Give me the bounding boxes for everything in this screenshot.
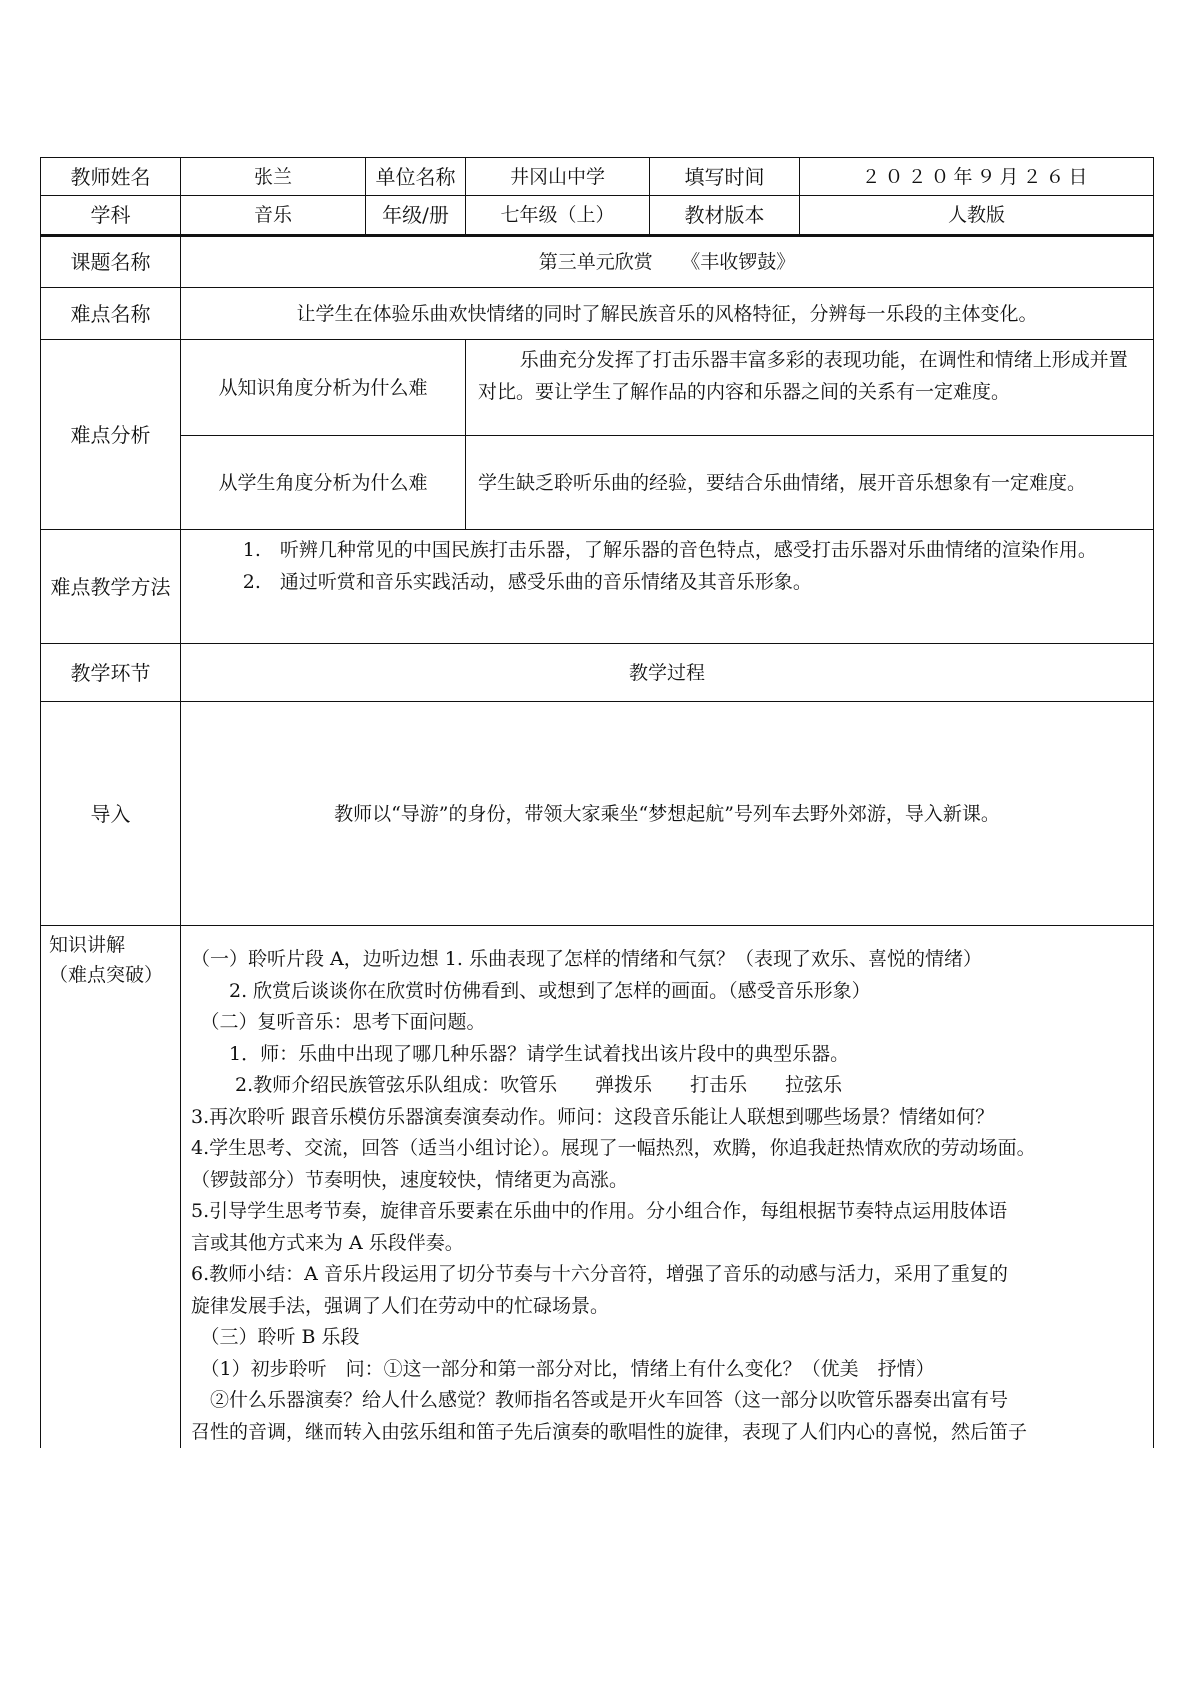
header-row-2 [41,196,1154,236]
method-item: 2. 通过听赏和音乐实践活动，感受乐曲的音乐情绪及其音乐形象。 [242,571,812,593]
subject-label: 学科 [41,196,181,236]
subject-value: 音乐 [181,196,366,236]
knowledge-line: （三）聆听 B 乐段 [191,1326,360,1348]
fill-time-label: 填写时间 [650,158,800,196]
analysis-knowledge-row [41,340,1154,436]
knowledge-line: ②什么乐器演奏？给人什么感觉？教师指名答或是开火车回答（这一部分以吹管乐器奏出富有号 [191,1389,1009,1411]
method-row [41,530,1154,644]
difficulty-row [41,288,1154,340]
grade-label: 年级/册 [366,196,466,236]
knowledge-line: 2.教师介绍民族管弦乐队组成：吹管乐 弹拨乐 打击乐 拉弦乐 [191,1074,843,1096]
method-content [181,530,1154,644]
analysis-student-row [41,436,1154,530]
knowledge-line: （锣鼓部分）节奏明快，速度较快，情绪更为高涨。 [191,1168,629,1191]
grade-value: 七年级（上） [466,196,650,236]
knowledge-lines [181,926,1153,1448]
difficulty-label: 难点名称 [41,288,181,340]
topic-row [41,236,1154,288]
knowledge-line: 旋律发展手法，强调了人们在劳动中的忙碌场景。 [191,1294,610,1317]
intro-row [41,702,1154,926]
knowledge-line: （二）复听音乐：思考下面问题。 [191,1011,486,1033]
unit-name-value: 井冈山中学 [466,158,650,196]
topic-value: 第三单元欣赏 《丰收锣鼓》 [181,236,1154,288]
unit-name-label: 单位名称 [366,158,466,196]
process-header: 教学过程 [181,644,1154,702]
knowledge-label-line2: （难点突破） [49,964,164,986]
knowledge-line: 6.教师小结：A 音乐片段运用了切分节奏与十六分音符，增强了音乐的动感与活力，采用了重复的 [191,1263,1008,1285]
analysis-student-text: 学生缺乏聆听乐曲的经验，要结合乐曲情绪，展开音乐想象有一定难度。 [466,436,1154,530]
knowledge-line: 言或其他方式来为 A 乐段伴奏。 [191,1231,464,1254]
intro-label: 导入 [41,702,181,926]
analysis-student-label: 从学生角度分析为什么难 [181,436,466,530]
analysis-label: 难点分析 [41,340,181,530]
stage-header: 教学环节 [41,644,181,702]
knowledge-line: 4.学生思考、交流，回答（适当小组讨论）。展现了一幅热烈，欢腾，你追我赶热情欢欣的劳动场面。 [191,1137,1036,1159]
lesson-plan-table [40,157,1154,1448]
knowledge-label-line1: 知识讲解 [49,934,126,956]
textbook-label: 教材版本 [650,196,800,236]
knowledge-content [181,926,1154,1449]
knowledge-line: 3.再次聆听 跟音乐模仿乐器演奏演奏动作。师问：这段音乐能让人联想到哪些场景？情绪如何？ [191,1105,995,1128]
intro-text: 教师以“导游”的身份，带领大家乘坐“梦想起航”号列车去野外郊游，导入新课。 [181,702,1154,926]
analysis-knowledge-text: 乐曲充分发挥了打击乐器丰富多彩的表现功能，在调性和情绪上形成并置对比。要让学生了解作品的内容和乐器之间的关系有一定难度。 [466,340,1154,436]
knowledge-line: 2. 欣赏后谈谈你在欣赏时仿佛看到、或想到了怎样的画面。（感受音乐形象） [191,979,871,1002]
knowledge-line: （1）初步聆听 问：①这一部分和第一部分对比，情绪上有什么变化？（优美 抒情） [191,1357,935,1380]
knowledge-label [41,926,181,1449]
fill-time-value: ２０２０年９月２６日 [800,158,1154,196]
knowledge-row [41,926,1154,1449]
process-header-row [41,644,1154,702]
textbook-value: 人教版 [800,196,1154,236]
topic-label: 课题名称 [41,236,181,288]
teacher-name-label: 教师姓名 [41,158,181,196]
method-label: 难点教学方法 [41,530,181,644]
knowledge-line: 5.引导学生思考节奏，旋律音乐要素在乐曲中的作用。分小组合作，每组根据节奏特点运用肢体语 [191,1200,1008,1222]
method-item: 1. 听辨几种常见的中国民族打击乐器，了解乐器的音色特点，感受打击乐器对乐曲情绪的渲染作用。 [242,539,1097,561]
difficulty-value: 让学生在体验乐曲欢快情绪的同时了解民族音乐的风格特征，分辨每一乐段的主体变化。 [181,288,1154,340]
knowledge-line: 召性的音调，继而转入由弦乐组和笛子先后演奏的歌唱性的旋律，表现了人们内心的喜悦，然后笛子 [191,1420,1028,1443]
knowledge-line: （一）聆听片段 A，边听边想 1. 乐曲表现了怎样的情绪和气氛？（表现了欢乐、喜悦的情绪） [191,948,982,970]
header-row-1 [41,158,1154,196]
teacher-name-value: 张兰 [181,158,366,196]
knowledge-line: 1．师：乐曲中出现了哪几种乐器？请学生试着找出该片段中的典型乐器。 [191,1042,850,1065]
analysis-knowledge-label: 从知识角度分析为什么难 [181,340,466,436]
